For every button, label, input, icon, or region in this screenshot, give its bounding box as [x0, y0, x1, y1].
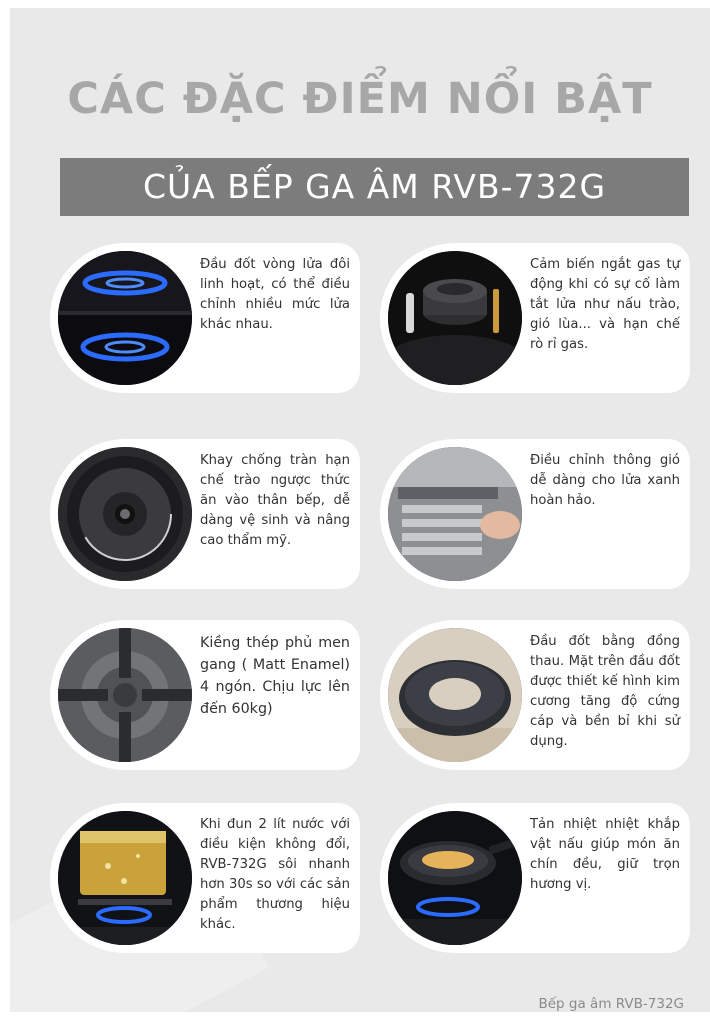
feature-text-3: Khay chống tràn hạn chế trào ngược thức ăn vào thân bếp, dễ dàng vệ sinh và nâng cao thẩm mỹ.: [200, 453, 350, 548]
feature-card-8: [380, 803, 690, 953]
page: [10, 8, 710, 1012]
feature-text-1: Đầu đốt vòng lửa đôi linh hoạt, có thể điều chỉnh nhiều mức lửa khác nhau.: [200, 257, 350, 332]
feature-card-4: [380, 439, 690, 589]
feature-text-4: Điều chỉnh thông gió dễ dàng cho lửa xanh hoàn hảo.: [530, 453, 680, 508]
feature-text-2: Cảm biến ngắt gas tự động khi có sự cố làm tắt lửa như nấu trào, gió lùa... và hạn chế rò rỉ gas.: [530, 257, 680, 352]
gas-sensor-burner-photo: [388, 251, 522, 385]
footer-product-name: Bếp ga âm RVB-732G: [538, 996, 684, 1012]
air-vent-adjust-photo: [388, 447, 522, 581]
spill-tray-photo: [58, 447, 192, 581]
feature-card-3: [50, 439, 360, 589]
feature-text-7: Khi đun 2 lít nước với điều kiện không đổi, RVB-732G sôi nhanh hơn 30s so với các sản phẩm thương hiệu khác.: [200, 817, 350, 932]
boiling-water-pot-photo: [58, 811, 192, 945]
feature-card-2: [380, 243, 690, 393]
dual-ring-burner-flame-photo: [58, 251, 192, 385]
feature-text-5: Kiềng thép phủ men gang ( Matt Enamel) 4 ngón. Chịu lực lên đến 60kg): [200, 635, 350, 717]
enamel-pan-support-photo: [58, 628, 192, 762]
feature-card-6: [380, 620, 690, 770]
feature-card-5: [50, 620, 360, 770]
feature-text-6: Đầu đốt bằng đồng thau. Mặt trên đầu đốt được thiết kế hình kim cương tăng độ cứng cáp và bền bỉ khi sử dụng.: [530, 634, 680, 749]
feature-text-8: Tản nhiệt nhiệt khắp vật nấu giúp món ăn chín đều, giữ trọn hương vị.: [530, 817, 680, 892]
feature-card-1: [50, 243, 360, 393]
subtitle-banner: CỦA BẾP GA ÂM RVB-732G: [60, 158, 689, 216]
brass-burner-photo: [388, 628, 522, 762]
frying-pan-flame-photo: [388, 811, 522, 945]
feature-card-7: [50, 803, 360, 953]
page-title: CÁC ĐẶC ĐIỂM NỔI BẬT: [67, 74, 653, 124]
